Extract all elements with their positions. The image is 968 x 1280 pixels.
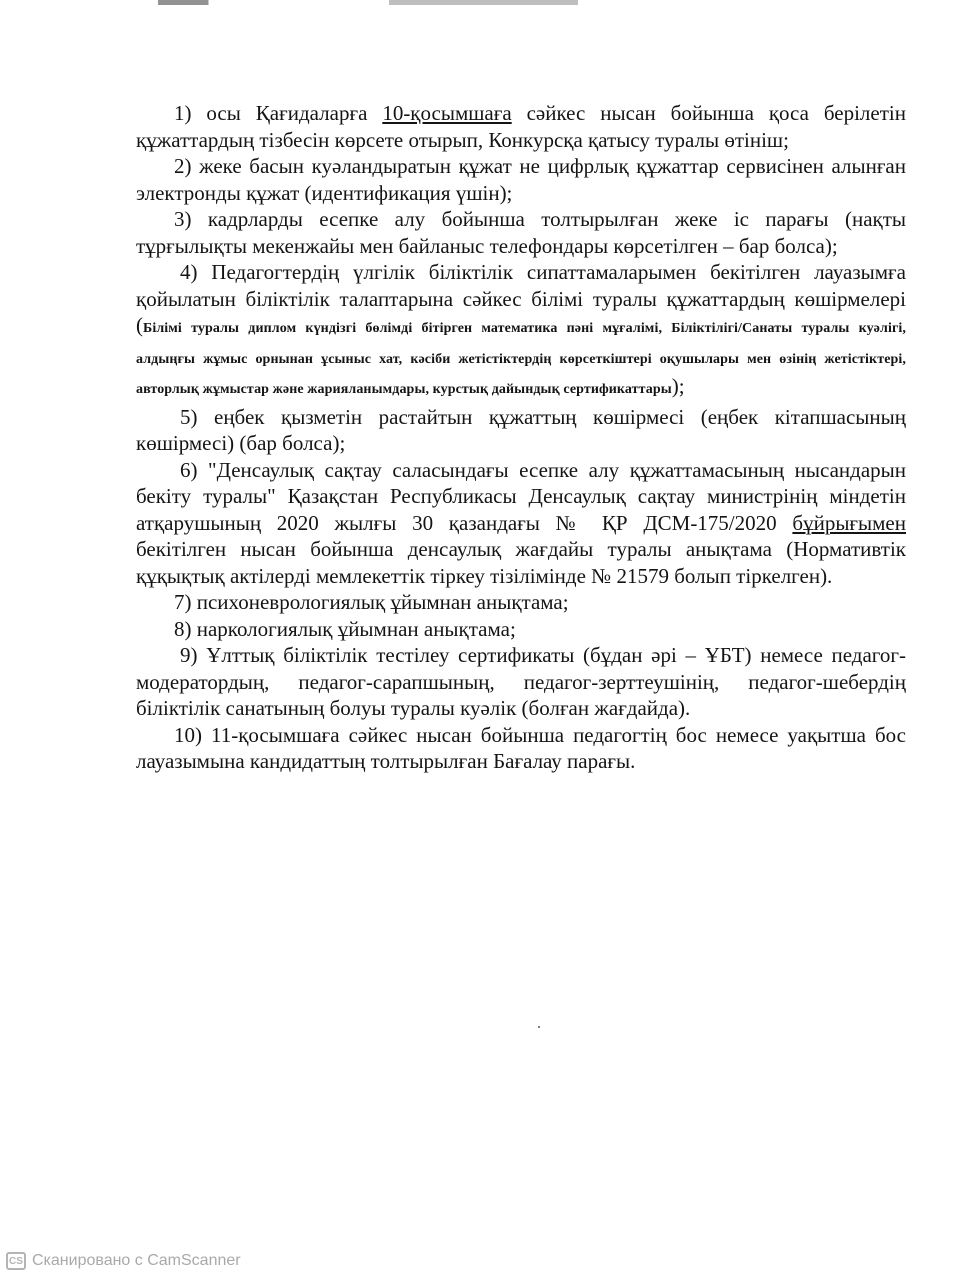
item-1-text: 1) осы Қағидаларға — [174, 101, 383, 125]
item-4-text: 4) Педагогтердің үлгілік біліктілік сипаттамаларымен бекітілген лауазымға қойылатын біліктілік талаптарына сәйкес білімі туралы құжаттардың көшірмелері — [136, 260, 906, 311]
item-6-text-end: бекітілген нысан бойынша денсаулық жағдайы туралы анықтама (Нормативтік құқықтық актілерді мемлекеттік тіркеу тізілімінде № 21579 болып тіркелген). — [136, 537, 906, 588]
item-4-note-close: ); — [671, 374, 685, 398]
item-1-text-end: сәйкес нысан бойынша қоса берілетін құжаттардың тізбесін көрсете отырып, Конкурсқа қатысу туралы өтініш; — [136, 101, 906, 152]
list-item — [136, 457, 906, 590]
camscanner-logo-icon: CS — [6, 1252, 26, 1270]
list-item — [136, 259, 906, 404]
list-item: 10) 11-қосымшаға сәйкес нысан бойынша педагогтің бос немесе уақытша бос лауазымына кандидаттың толтырылған Бағалау парағы. — [136, 722, 906, 773]
list-item — [136, 100, 906, 153]
watermark-text: Сканировано с CamScanner — [32, 1252, 241, 1269]
camscanner-watermark — [6, 1252, 241, 1270]
appendix-10-link[interactable]: 10-қосымшаға — [382, 101, 512, 125]
scan-edge-mark — [158, 0, 578, 5]
document-body — [136, 100, 906, 775]
order-link[interactable]: бұйрығымен — [792, 510, 906, 535]
list-item: 3) кадрларды есепке алу бойынша толтырылған жеке іс парағы (нақты тұрғылықты мекенжайы мен байланыс телефондары көрсетілген – бар болса); — [136, 207, 906, 258]
item-4-note: Білімі туралы диплом күндізгі бөлімді бітірген математика пәні мұғалімі, Біліктілігі/Санаты туралы куәлігі, алдыңғы жұмыс орнынан ұсыныс хат, кәсіби жетістіктердің көрсеткіштері оқушылары мен өзінің жетістіктері, авторлық жұмыстар және жарияланымдары, курстық дайындық сертификаттары — [136, 321, 906, 397]
item-6-text: 6) "Денсаулық сақтау саласындағы есепке алу құжаттамасының нысандарын бекіту туралы" Қазақстан Республикасы Денсаулық сақтау министрінің міндетін атқарушының 2020 жылғы 30 қазандағы № ҚР ДСМ-175/2020 — [136, 457, 906, 535]
list-item: 5) еңбек қызметін растайтын құжаттың көшірмесі (еңбек кітапшасының көшірмесі) (бар болса); — [136, 404, 906, 455]
item-4-note-open: ( — [136, 313, 143, 337]
list-item: 8) наркологиялық ұйымнан анықтама; — [174, 616, 516, 641]
list-item: 2) жеке басын куәландыратын құжат не цифрлық құжаттар сервисінен алынған электронды құжат (идентификация үшін); — [136, 154, 906, 205]
list-item: 9) Ұлттық біліктілік тестілеу сертификаты (бұдан әрі – ҰБТ) немесе педагог-модератордың, педагог-сарапшының, педагог-зерттеушінің, педагог-шебердің біліктілік санатының болуы туралы куәлік (болған жағдайда). — [136, 643, 906, 720]
list-item: 7) психоневрологиялық ұйымнан анықтама; — [174, 590, 569, 614]
scan-speck — [538, 1026, 540, 1028]
